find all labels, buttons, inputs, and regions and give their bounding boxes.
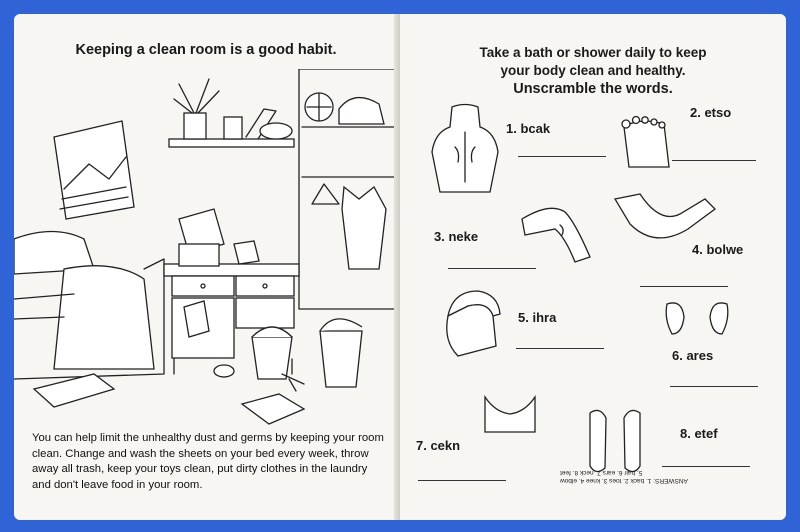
back-illustration — [430, 102, 500, 197]
right-title-line-3: Unscramble the words. — [513, 81, 673, 97]
upside-down-answers — [560, 468, 780, 484]
coloring-book-spread — [14, 14, 786, 520]
trash-cans — [252, 319, 362, 387]
wall-shelf — [169, 79, 294, 147]
item-8-answer-line — [662, 466, 750, 467]
item-3-label: 3. neke — [434, 229, 479, 244]
item-5-answer-line — [516, 348, 604, 349]
right-page — [400, 14, 786, 520]
item-6-label: 6. ares — [672, 348, 714, 363]
answers-line-2: 5. hair 6. ears 7. neck 8. feet — [560, 469, 643, 476]
item-2-label: 2. etso — [690, 105, 732, 120]
right-title-line-2: your body clean and healthy. — [500, 63, 686, 78]
wall-poster — [54, 121, 134, 219]
item-7-label: 7. cekn — [416, 438, 461, 453]
neck-illustration — [480, 392, 545, 442]
answers-line-1: ANSWERS: 1. back 2. toes 3. knee 4. elbow — [560, 477, 688, 484]
item-2-answer-line — [672, 160, 756, 161]
hair-illustration — [438, 286, 513, 361]
bed — [14, 232, 164, 408]
left-page — [14, 14, 398, 520]
feet-illustration — [578, 398, 660, 478]
left-page-title: Keeping a clean room is a good habit. — [75, 42, 337, 58]
clean-room-paragraph: You can help limit the unhealthy dust and germs by keeping your room clean. Change and wash the sheets on your bed every week, throw away all trash, keep your toys clean, put dirty clothes in the laundry and don't leave food in your room. — [32, 432, 384, 491]
item-3-answer-line — [448, 268, 536, 269]
item-4-answer-line — [640, 286, 728, 287]
ears-illustration — [662, 299, 732, 339]
toes-illustration — [614, 112, 679, 170]
item-7-answer-line — [418, 480, 506, 481]
item-1-answer-line — [518, 156, 606, 157]
messy-room-illustration — [14, 69, 398, 429]
item-8-label: 8. etef — [680, 426, 718, 441]
item-6-answer-line — [670, 386, 758, 387]
knee-illustration — [520, 197, 595, 267]
right-title-line-1: Take a bath or shower daily to keep — [479, 45, 707, 60]
closet — [299, 69, 397, 309]
item-5-label: 5. ihra — [518, 310, 557, 325]
right-page-title — [400, 44, 786, 98]
item-1-label: 1. bcak — [506, 121, 551, 136]
item-4-label: 4. bolwe — [692, 242, 744, 257]
